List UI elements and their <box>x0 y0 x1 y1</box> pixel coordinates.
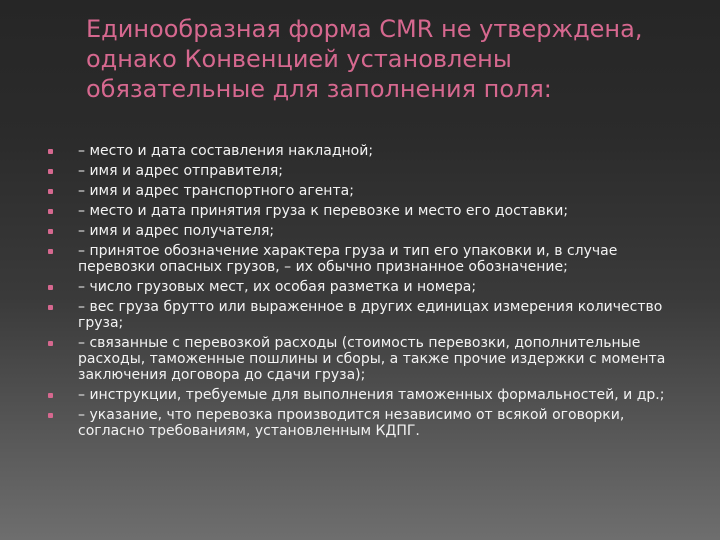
bullet-text: – имя и адрес получателя; <box>78 223 275 239</box>
bullet-list <box>48 143 688 443</box>
bullet-marker-icon <box>48 169 53 174</box>
bullet-marker-icon <box>48 305 53 310</box>
bullet-marker-icon <box>48 413 53 418</box>
bullet-item <box>48 335 688 383</box>
bullet-marker-icon <box>48 189 53 194</box>
bullet-item <box>48 143 688 159</box>
bullet-item <box>48 163 688 179</box>
bullet-marker-icon <box>48 341 53 346</box>
bullet-marker-icon <box>48 229 53 234</box>
bullet-item <box>48 183 688 199</box>
bullet-text: – имя и адрес отправителя; <box>78 163 283 179</box>
bullet-item <box>48 243 688 275</box>
bullet-item <box>48 407 688 439</box>
bullet-marker-icon <box>48 249 53 254</box>
bullet-text: – инструкции, требуемые для выполнения таможенных формальностей, и др.; <box>78 387 665 403</box>
bullet-item <box>48 279 688 295</box>
bullet-text: – место и дата принятия груза к перевозке и место его доставки; <box>78 203 569 219</box>
bullet-text: – имя и адрес транспортного агента; <box>78 183 354 199</box>
bullet-text: – место и дата составления накладной; <box>78 143 374 159</box>
bullet-text: – принятое обозначение характера груза и тип его упаковки и, в случае перевозки опасных грузов, – их обычно признанное обозначение; <box>78 243 618 275</box>
slide-title-line: однако Конвенцией установлены <box>86 45 512 73</box>
bullet-marker-icon <box>48 285 53 290</box>
bullet-marker-icon <box>48 393 53 398</box>
slide-title-line: Единообразная форма CMR не утверждена, <box>86 15 643 43</box>
bullet-item <box>48 299 688 331</box>
bullet-item <box>48 387 688 403</box>
bullet-text: – связанные с перевозкой расходы (стоимость перевозки, дополнительные расходы, таможенные пошлины и сборы, а также прочие издержки с момента заключения договора до сдачи груза); <box>78 335 666 383</box>
slide-title <box>86 14 706 104</box>
bullet-marker-icon <box>48 209 53 214</box>
bullet-marker-icon <box>48 149 53 154</box>
bullet-item <box>48 203 688 219</box>
slide-title-line: обязательные для заполнения поля: <box>86 75 552 103</box>
bullet-text: – указание, что перевозка производится независимо от всякой оговорки, согласно требованиям, установленным КДПГ. <box>78 407 625 439</box>
bullet-text: – число грузовых мест, их особая разметка и номера; <box>78 279 477 295</box>
bullet-text: – вес груза брутто или выраженное в других единицах измерения количество груза; <box>78 299 663 331</box>
bullet-item <box>48 223 688 239</box>
